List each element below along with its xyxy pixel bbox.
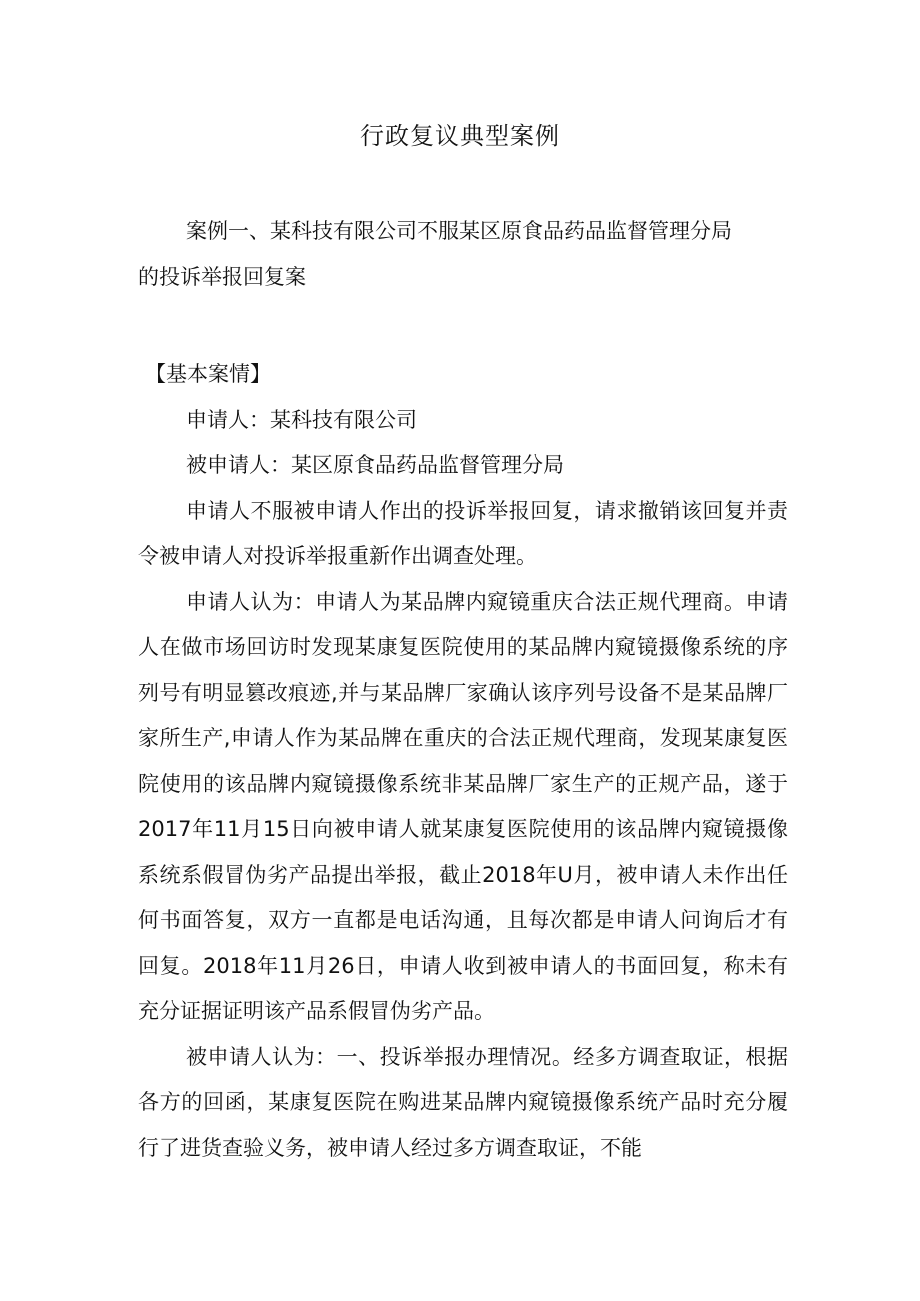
request-paragraph: 申请人不服被申请人作出的投诉举报回复，请求撤销该回复并责令被申请人对投诉举报重新作出调查处理。 bbox=[138, 498, 788, 568]
applicant-argument-paragraph: 申请人认为：申请人为某品牌内窥镜重庆合法正规代理商。申请人在做市场回访时发现某康复医院使用的某品牌内窥镜摄像系统的序列号有明显篡改痕迹,并与某品牌厂家确认该序列号设备不是某品牌厂家所生产,申请人作为某品牌在重庆的合法正规代理商，发现某康复医院使用的该品牌内窥镜摄像系统非某品牌厂家生产的正规产品，遂于2017年11月15日向被申请人就某康复医院使用的该品牌内窥镜摄像系统系假冒伪劣产品提出举报，截止2018年U月，被申请人未作出任何书面答复，双方一直都是电话沟通，且每次都是申请人问询后才有回复。2018年11月26日，申请人收到被申请人的书面回复，称未有充分证据证明该产品系假冒伪劣产品。 bbox=[138, 589, 788, 1023]
case-body bbox=[138, 352, 788, 1171]
respondent-paragraph: 被申请人：某区原食品药品监督管理分局 bbox=[186, 453, 564, 477]
case-heading-line-2: 的投诉举报回复案 bbox=[138, 265, 306, 289]
document-title: 行政复议典型案例 bbox=[360, 122, 560, 150]
section-heading: 【基本案情】 bbox=[145, 362, 271, 386]
case-heading-line-1: 案例一、某科技有限公司不服某区原食品药品监督管理分局 bbox=[186, 219, 732, 243]
respondent-argument-paragraph: 被申请人认为：一、投诉举报办理情况。经多方调查取证，根据各方的回函，某康复医院在购进某品牌内窥镜摄像系统产品时充分履行了进货查验义务，被申请人经过多方调查取证，不能 bbox=[138, 1044, 788, 1160]
applicant-paragraph: 申请人：某科技有限公司 bbox=[186, 407, 417, 432]
